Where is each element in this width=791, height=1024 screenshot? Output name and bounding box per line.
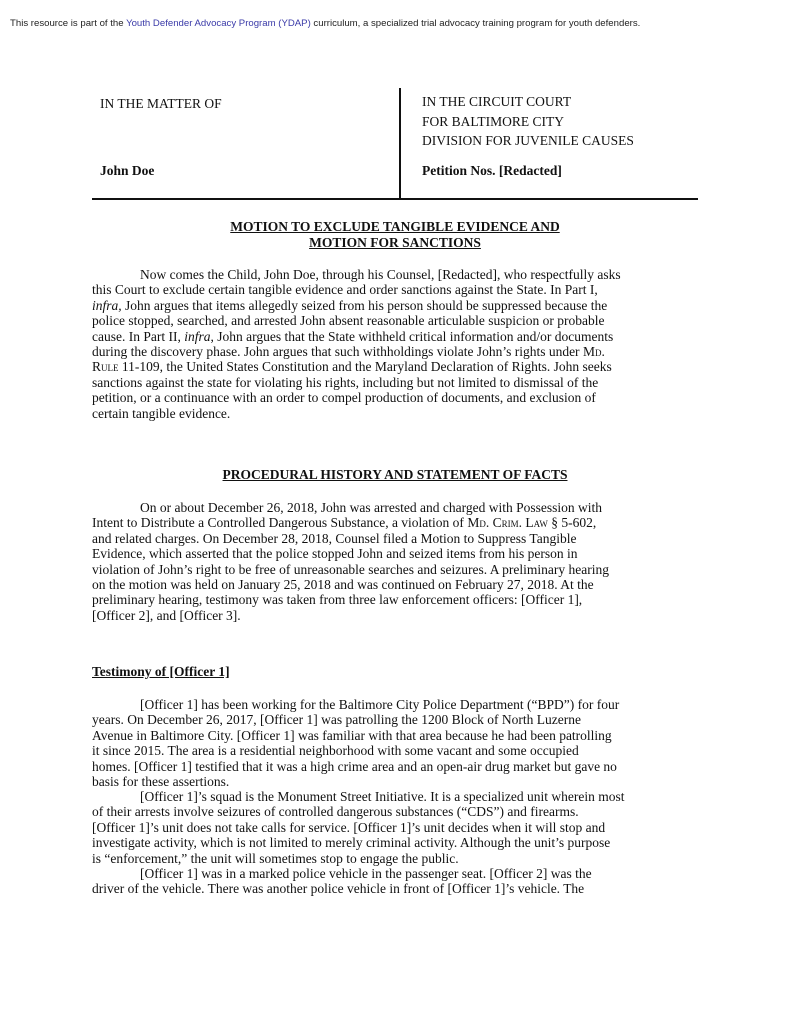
- text-line: years. On December 26, 2017, [Officer 1] was patrolling the 1200 Block of North Luzerne: [92, 712, 581, 728]
- intro-paragraph: [92, 267, 700, 421]
- text-line: this Court to exclude certain tangible evidence and order sanctions against the State. In Part I,: [92, 282, 598, 298]
- resource-banner: [10, 18, 780, 29]
- citation: Md.: [582, 344, 605, 360]
- text-line: on the motion was held on January 25, 2018 and was continued on February 27, 2018. At the: [92, 577, 594, 593]
- title-line: MOTION FOR SANCTIONS: [309, 235, 481, 250]
- citation: Md. Crim. Law: [467, 515, 548, 531]
- text-line: [Officer 2], and [Officer 3].: [92, 607, 241, 623]
- text-run: Intent to Distribute a Controlled Dangerous Substance, a violation of: [92, 515, 468, 531]
- text-line: [Officer 1]’s unit does not take calls for service. [Officer 1]’s unit decides when it will stop and: [92, 819, 606, 835]
- petition-number: Petition Nos. [Redacted]: [422, 163, 562, 178]
- court-line: DIVISION FOR JUVENILE CAUSES: [422, 133, 634, 148]
- text-line: investigate activity, which is not limited to merely criminal activity. Although the unit’s purpose: [92, 835, 611, 851]
- banner-suffix: curriculum, a specialized trial advocacy training program for youth defenders.: [310, 18, 641, 29]
- text-run: § 5-602,: [547, 515, 597, 531]
- text-line: Now comes the Child, John Doe, through his Counsel, [Redacted], who respectfully asks: [140, 267, 621, 282]
- text-line: [92, 329, 700, 344]
- text-line: preliminary hearing, testimony was taken from three law enforcement officers: [Officer 1],: [92, 592, 583, 608]
- text-run: cause. In Part II,: [92, 328, 185, 344]
- court-line: IN THE CIRCUIT COURT: [422, 94, 572, 109]
- text-line: [Officer 1] has been working for the Baltimore City Police Department (“BPD”) for four: [140, 697, 620, 712]
- testimony-paragraph-3: [92, 866, 700, 897]
- testimony-paragraph-2: [92, 789, 700, 866]
- text-run: John argues that items allegedly seized from his person should be suppressed because the: [121, 297, 608, 313]
- text-line: petition, or a continuance with an order to compel production of documents, and exclusion of: [92, 390, 596, 406]
- text-line: [92, 515, 700, 530]
- caption-right: [422, 92, 698, 198]
- text-line: homes. [Officer 1] testified that it was a high crime area and an open-air drug market but gave no: [92, 758, 617, 774]
- ydap-link[interactable]: Youth Defender Advocacy Program (YDAP): [126, 18, 311, 29]
- text-line: and related charges. On December 28, 2018, Counsel filed a Motion to Suppress Tangible: [92, 530, 577, 546]
- text-run: during the discovery phase. John argues that such withholdings violate John’s rights under: [92, 344, 583, 360]
- text-line: violation of John’s right to be free of unreasonable searches and seizures. A preliminary hearing: [92, 561, 609, 577]
- matter-label: IN THE MATTER OF: [100, 96, 222, 111]
- text-line: [Officer 1] was in a marked police vehicle in the passenger seat. [Officer 2] was the: [140, 866, 592, 881]
- text-line: [92, 344, 700, 359]
- text-line: [92, 298, 700, 313]
- document-title: [92, 219, 698, 251]
- caption-divider: [399, 88, 401, 198]
- court-name: [422, 92, 634, 151]
- text-line: Avenue in Baltimore City. [Officer 1] was familiar with that area because he had been patrolling: [92, 727, 612, 743]
- text-line: certain tangible evidence.: [92, 405, 231, 421]
- text-line: is “enforcement,” the unit will sometimes stop to engage the public.: [92, 850, 459, 866]
- text-line: basis for these assertions.: [92, 774, 230, 790]
- text-line: Evidence, which asserted that the police stopped John and seized items from his person in: [92, 546, 578, 562]
- text-line: [Officer 1]’s squad is the Monument Street Initiative. It is a specialized unit wherein most: [140, 789, 625, 804]
- text-line: of their arrests involve seizures of controlled dangerous substances (“CDS”) and firearms.: [92, 804, 579, 820]
- testimony-subheading: Testimony of [Officer 1]: [92, 664, 230, 679]
- citation: Rule: [92, 359, 119, 375]
- court-line: FOR BALTIMORE CITY: [422, 113, 565, 129]
- text-run: , John argues that the State withheld critical information and/or documents: [210, 328, 614, 344]
- case-caption: [92, 92, 698, 200]
- section-heading: PROCEDURAL HISTORY AND STATEMENT OF FACTS: [222, 467, 568, 482]
- italic-term: infra: [184, 328, 211, 344]
- facts-paragraph: [92, 500, 700, 623]
- party-name: John Doe: [100, 163, 155, 178]
- testimony-paragraph-1: [92, 697, 700, 789]
- italic-term: infra,: [92, 297, 122, 313]
- title-line: MOTION TO EXCLUDE TANGIBLE EVIDENCE AND: [230, 219, 560, 234]
- text-line: police stopped, searched, and arrested John absent reasonable articulable suspicion or probable: [92, 313, 605, 329]
- caption-left: [100, 92, 390, 198]
- text-line: [92, 359, 700, 374]
- banner-prefix: This resource is part of the: [10, 18, 127, 29]
- text-line: it since 2015. The area is a residential neighborhood with some vacant and some occupied: [92, 743, 579, 759]
- text-line: On or about December 26, 2018, John was arrested and charged with Possession with: [140, 500, 603, 515]
- text-line: sanctions against the state for violating his rights, including but not limited to dismissal of the: [92, 374, 599, 390]
- text-line: driver of the vehicle. There was another police vehicle in front of [Officer 1]’s vehicle. The: [92, 881, 585, 897]
- text-run: 11-109, the United States Constitution and the Maryland Declaration of Rights. John seeks: [118, 359, 612, 375]
